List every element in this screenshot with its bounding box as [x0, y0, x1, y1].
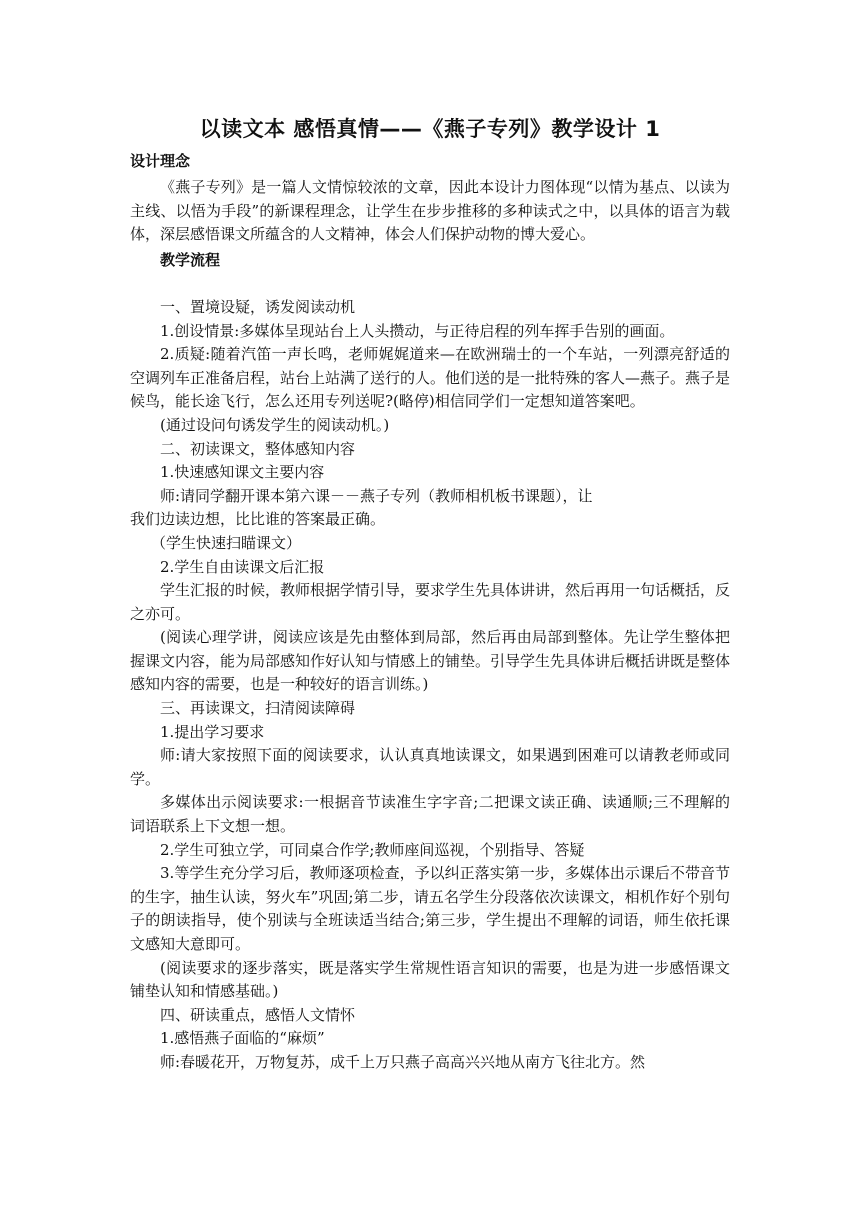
paragraph: 师:春暖花开，万物复苏，成千上万只燕子高高兴兴地从南方飞往北方。然 [160, 1052, 646, 1071]
paragraph: 1.感悟燕子面临的“麻烦” [160, 1029, 325, 1048]
document-body [130, 176, 730, 1075]
design-concept-heading: 设计理念 [130, 152, 191, 170]
teaching-flow-heading: 教学流程 [160, 250, 221, 269]
paragraph: （学生快速扫瞄课文） [151, 533, 302, 552]
paragraph: 二、初读课文，整体感知内容 [160, 439, 356, 458]
paragraph: 师:请同学翻开课本第六课－－燕子专列（教师相机板书课题），让 [160, 486, 593, 505]
paragraph: 2.质疑:随着汽笛一声长鸣，老师娓娓道来—在欧洲瑞士的一个车站，一列漂亮舒适的空调列车正准备启程，站台上站满了送行的人。他们送的是一批特殊的客人—燕子。燕子是候鸟，能长途飞行，怎么还用专列送呢?(略停)相信同学们一定想知道答案吧。 [130, 345, 731, 411]
paragraph: 2.学生可独立学，可同桌合作学;教师座间巡视，个别指导、答疑 [160, 840, 585, 859]
paragraph: 1.提出学习要求 [160, 722, 265, 741]
paragraph: 四、研读重点，感悟人文情怀 [160, 1005, 356, 1024]
paragraph: 学生汇报的时候，教师根据学情引导，要求学生先具体讲讲，然后再用一句话概括，反之亦可。 [130, 581, 731, 623]
paragraph: 师:请大家按照下面的阅读要求，认认真真地读课文，如果遇到困难可以请教老师或同学。 [130, 746, 730, 788]
paragraph: 一、置境设疑，诱发阅读动机 [160, 297, 356, 316]
paragraph: 三、再读课文，扫清阅读障碍 [160, 699, 356, 718]
paragraph: 1.创设情景:多媒体呈现站台上人头攒动，与正待启程的列车挥手告别的画面。 [160, 321, 675, 340]
design-concept-paragraph: 《燕子专列》是一篇人文情惊较浓的文章，因此本设计力图体现“以情为基点、以读为主线、以悟为手段”的新课程理念，让学生在步步推移的多种读式之中，以具体的语言为载体，深层感悟课文所蕴含的人文精神，体会人们保护动物的博大爱心。 [130, 178, 730, 244]
document-title: 以读文本 感悟真情——《燕子专列》教学设计 1 [199, 117, 661, 141]
paragraph: 2.学生自由读课文后汇报 [160, 557, 325, 576]
paragraph: 多媒体出示阅读要求:一根据音节读准生字字音;二把课文读正确、读通顺;三不理解的词语联系上下文想一想。 [130, 793, 730, 836]
paragraph: (通过设问句诱发学生的阅读动机。) [160, 415, 390, 434]
paragraph: 3.等学生充分学习后，教师逐项检查，予以纠正落实第一步，多媒体出示课后不带音节的生字，抽生认读，努火车”巩固;第二步，请五名学生分段落依次读课文，相机作好个别句子的朗读指导，使个别读与全班读适当结合;第三步，学生提出不理解的词语，师生依托课文感知大意即可。 [130, 864, 730, 953]
paragraph: (阅读心理学讲，阅读应该是先由整体到局部，然后再由局部到整体。先让学生整体把握课文内容，能为局部感知作好认知与情感上的铺垫。引导学生先具体讲后概括讲既是整体感知内容的需要，也是一种较好的语言训练。) [130, 628, 731, 694]
paragraph: (阅读要求的逐步落实，既是落实学生常规性语言知识的需要，也是为进一步感悟课文铺垫认知和情感基础。) [130, 958, 730, 1001]
paragraph: 1.快速感知课文主要内容 [160, 463, 325, 482]
paragraph: 我们边读边想，比比谁的答案最正确。 [130, 510, 386, 529]
